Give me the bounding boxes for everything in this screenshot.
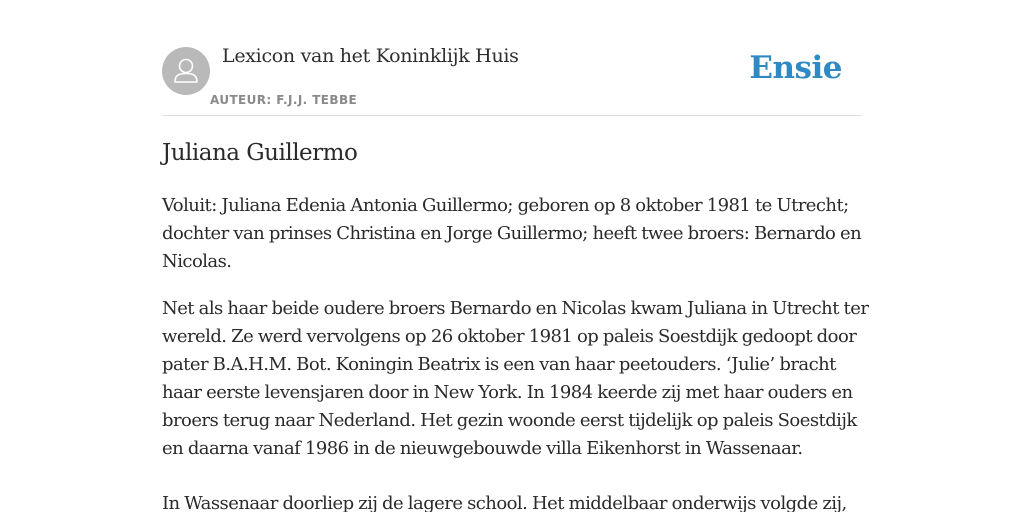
text-line: In Wassenaar doorliep zij de lagere school. Het middelbaar onderwijs volgde zij, [162, 493, 847, 512]
entry-paragraph-2 [162, 295, 869, 463]
text-line: dochter van prinses Christina en Jorge Guillermo; heeft twee broers: Bernardo en [162, 223, 862, 244]
ensie-logo[interactable]: Ensie [749, 50, 842, 86]
author-label[interactable]: AUTEUR: F.J.J. TEBBE [210, 93, 358, 107]
text-line: Nicolas. [162, 251, 232, 272]
book-title-link[interactable]: Lexicon van het Koninklijk Huis [222, 45, 519, 67]
entry-title: Juliana Guillermo [162, 140, 358, 166]
text-line: Net als haar beide oudere broers Bernardo en Nicolas kwam Juliana in Utrecht ter [162, 298, 869, 319]
text-line: pater B.A.H.M. Bot. Koningin Beatrix is een van haar peetouders. ‘Julie’ bracht [162, 354, 836, 375]
text-line: haar eerste levensjaren door in New York. In 1984 keerde zij met haar ouders en [162, 382, 853, 403]
user-icon [162, 47, 210, 95]
header [162, 0, 862, 116]
entry-paragraph-3 [162, 490, 862, 512]
text-line: broers terug naar Nederland. Het gezin woonde eerst tijdelijk op paleis Soestdijk [162, 410, 857, 431]
text-line: wereld. Ze werd vervolgens op 26 oktober 1981 op paleis Soestdijk gedoopt door [162, 326, 857, 347]
entry-paragraph-1 [162, 192, 862, 276]
text-line: Voluit: Juliana Edenia Antonia Guillermo; geboren op 8 oktober 1981 te Utrecht; [162, 195, 849, 216]
article-page [162, 0, 869, 512]
text-line: en daarna vanaf 1986 in de nieuwgebouwde villa Eikenhorst in Wassenaar. [162, 438, 803, 459]
author-avatar[interactable] [162, 47, 210, 95]
